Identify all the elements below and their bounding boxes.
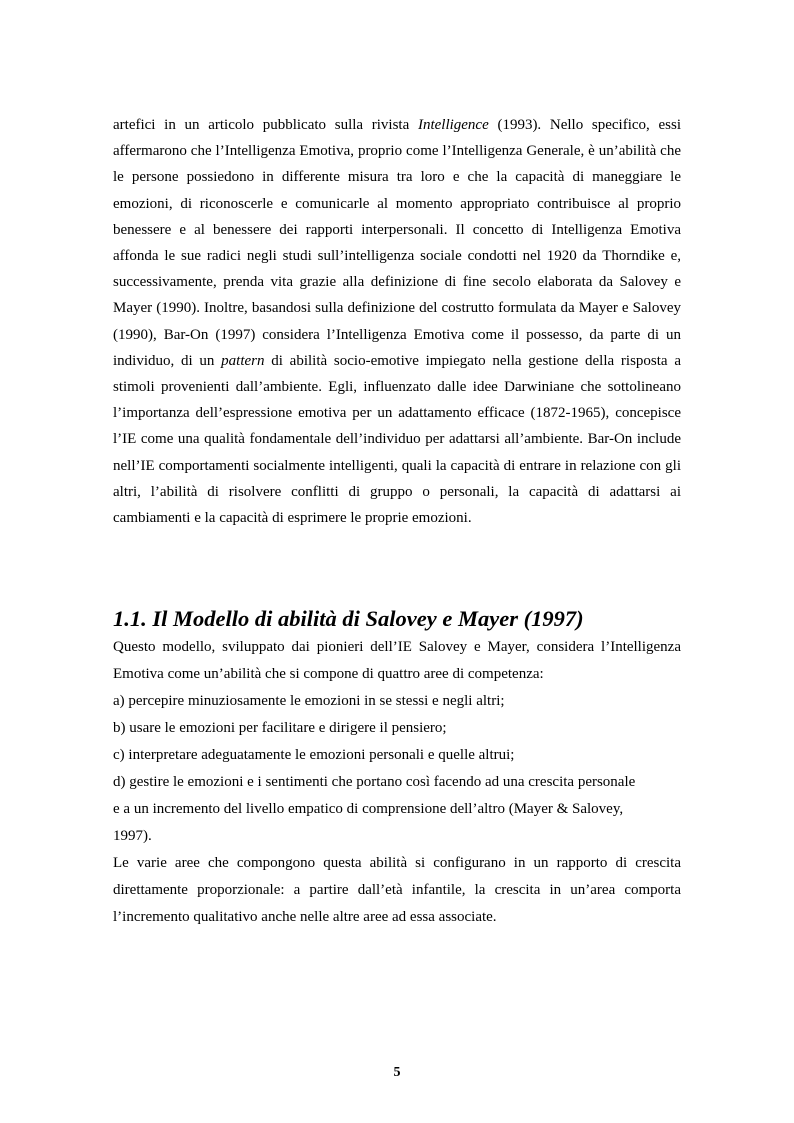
list-item-b: b) usare le emozioni per facilitare e dirigere il pensiero; [113,720,447,736]
section-body [113,634,681,931]
page-number: 5 [393,1065,401,1080]
section-heading: 1.1. Il Modello di abilità di Salovey e Mayer (1997) [113,606,584,631]
intro-text-part2: (1993). Nello specifico, essi affermarono che l’Intelligenza Emotiva, proprio come l’Intelligenza Generale, è un’abilità che le persone possiedono in differente misura tra loro e che la capacità di maneggiare le emozioni, di riconoscerle e comunicarle al momento appropriato contribuisce al proprio benessere e al benessere dei rapporti interpersonali. Il concetto di Intelligenza Emotiva affonda le sue radici negli studi sull’intelligenza sociale condotti nel 1920 da Thorndike e, successivamente, prenda vita grazie alla definizione di fine secolo elaborata da Salovey e Mayer (1990). Inoltre, basandosi sulla definizione del costrutto formulata da Mayer e Salovey (1990), Bar-On (1997) considera l’Intelligenza Emotiva come il possesso, da parte di un individuo, di un [113,117,681,369]
section-opening: Questo modello, sviluppato dai pionieri dell’IE Salovey e Mayer, considera l’Intelligenza Emotiva come un’abilità che si compone di quattro aree di competenza: [113,639,681,682]
list-item-d-continuation-2: 1997). [113,828,152,844]
list-item-c: c) interpretare adeguatamente le emozioni personali e quelle altrui; [113,747,515,763]
section-closing: Le varie aree che compongono questa abilità si configurano in un rapporto di crescita direttamente proporzionale: a partire dall’età infantile, la crescita in un’area comporta l’incremento qualitativo anche nelle altre aree ad essa associate. [113,855,681,925]
list-item-d: d) gestire le emozioni e i sentimenti che portano così facendo ad una crescita personale [113,774,636,790]
intro-text-part1: artefici in un articolo pubblicato sulla rivista [113,117,418,133]
intro-text-part3: di abilità socio-emotive impiegato nella gestione della risposta a stimoli provenienti dall’ambiente. Egli, influenzato dalle idee Darwiniane che sottolineano l’importanza dell’espressione emotiva per un adattamento efficace (1872-1965), concepisce l’IE come una qualità fondamentale dell’individuo per adattarsi all’ambiente. Bar-On include nell’IE comportamenti socialmente intelligenti, quali la capacità di entrare in relazione con gli altri, l’abilità di risolvere conflitti di gruppo o personali, la capacità di adattarsi ai cambiamenti e la capacità di esprimere le proprie emozioni. [113,352,681,527]
intro-paragraph [113,112,681,531]
journal-title: Intelligence [417,117,489,133]
list-item-d-continuation-1: e a un incremento del livello empatico di comprensione dell’altro (Mayer & Salovey, [113,801,624,817]
list-item-a: a) percepire minuziosamente le emozioni in se stessi e negli altri; [113,693,505,709]
pattern-term: pattern [221,352,265,369]
